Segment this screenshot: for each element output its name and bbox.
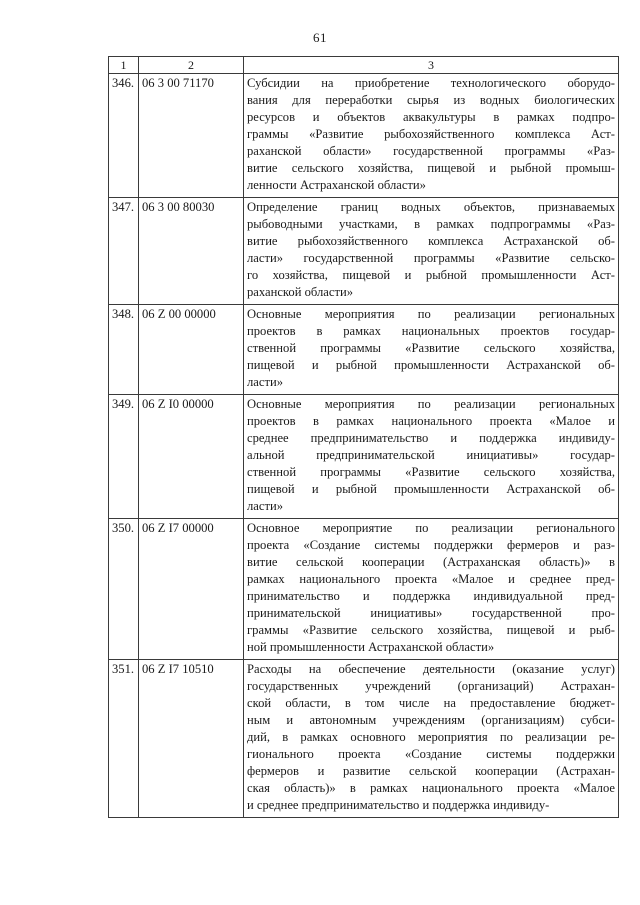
row-number: 350. [109, 519, 139, 660]
budget-code: 06 Z I7 00000 [139, 519, 244, 660]
description-line: ресурсов и объектов аквакультуры в рамках подпро- [247, 110, 615, 124]
description-line: Определение границ водных объектов, признаваемых [247, 200, 615, 214]
column-header-number: 1 [109, 57, 139, 74]
description-line: граммы «Развитие сельского хозяйства, пищевой и рыб- [247, 623, 615, 637]
description-line: ласти» [247, 499, 284, 513]
budget-code: 06 Z 00 00000 [139, 305, 244, 395]
budget-classification-table [108, 56, 619, 818]
description-line: пищевой и рыбной промышленности Астраханской об- [247, 482, 615, 496]
table-row [109, 198, 619, 305]
description-line: вания для переработки сырья из водных биологических [247, 93, 615, 107]
description-line: принимательство и поддержка индивидуальной пред- [247, 589, 615, 603]
table-row [109, 519, 619, 660]
description-line: государственных учреждений (организаций) Астрахан- [247, 679, 615, 693]
description-line: граммы «Развитие рыбохозяйственного комплекса Аст- [247, 127, 615, 141]
description-line: гионального проекта «Создание системы поддержки [247, 747, 615, 761]
row-number: 351. [109, 660, 139, 818]
row-number: 346. [109, 74, 139, 198]
description-line: Основные мероприятия по реализации региональных [247, 397, 615, 411]
page-number: 61 [313, 30, 327, 45]
expense-description [244, 660, 619, 818]
description-line: дий, в рамках основного мероприятия по реализации ре- [247, 730, 615, 744]
description-line: ленности Астраханской области» [247, 178, 426, 192]
description-line: ласти» [247, 375, 284, 389]
description-line: ственной программы «Развитие сельского хозяйства, [247, 465, 615, 479]
expense-description [244, 198, 619, 305]
description-line: витие сельского хозяйства, пищевой и рыбной промыш- [247, 161, 615, 175]
description-line: среднее предпринимательство и поддержка индивиду- [247, 431, 615, 445]
description-line: Основное мероприятие по реализации регионального [247, 521, 615, 535]
table-row [109, 395, 619, 519]
budget-code: 06 3 00 71170 [139, 74, 244, 198]
budget-code: 06 3 00 80030 [139, 198, 244, 305]
description-line: раханской области» [247, 285, 353, 299]
row-number: 348. [109, 305, 139, 395]
description-line: Расходы на обеспечение деятельности (оказание услуг) [247, 662, 615, 676]
description-line: ной промышленности Астраханской области» [247, 640, 495, 654]
budget-code: 06 Z I0 00000 [139, 395, 244, 519]
description-line: принимательской инициативы» государственной про- [247, 606, 615, 620]
description-line: рыбоводными участками, в рамках подпрограммы «Раз- [247, 217, 615, 231]
description-line: и среднее предпринимательство и поддержка индивиду- [247, 798, 550, 812]
description-line: альной предпринимательской инициативы» государ- [247, 448, 615, 462]
row-number: 349. [109, 395, 139, 519]
expense-description [244, 519, 619, 660]
table-row [109, 660, 619, 818]
column-header-code: 2 [139, 57, 244, 74]
expense-description [244, 74, 619, 198]
description-line: витие рыбохозяйственного комплекса Астраханской об- [247, 234, 615, 248]
description-line: ственной программы «Развитие сельского хозяйства, [247, 341, 615, 355]
description-line: проектов в рамках национальных проектов государ- [247, 324, 615, 338]
description-line: Основные мероприятия по реализации региональных [247, 307, 615, 321]
expense-description [244, 305, 619, 395]
description-line: проекта «Создание системы поддержки фермеров и раз- [247, 538, 615, 552]
budget-code: 06 Z I7 10510 [139, 660, 244, 818]
description-line: фермеров и развитие сельской кооперации (Астрахан- [247, 764, 615, 778]
description-line: ласти» государственной программы «Развитие сельско- [247, 251, 615, 265]
description-line: го хозяйства, пищевой и рыбной промышленности Аст- [247, 268, 615, 282]
description-line: Субсидии на приобретение технологического оборудо- [247, 76, 615, 90]
description-line: рамках национального проекта «Малое и среднее пред- [247, 572, 615, 586]
table-header-row [109, 57, 619, 74]
table-row [109, 305, 619, 395]
description-line: витие сельской кооперации (Астраханская область)» в [247, 555, 615, 569]
description-line: раханской области» государственной программы «Раз- [247, 144, 615, 158]
table-row [109, 74, 619, 198]
description-line: ным и автономным учреждениям (организациям) субси- [247, 713, 615, 727]
expense-description [244, 395, 619, 519]
description-line: проектов в рамках национального проекта «Малое и [247, 414, 615, 428]
description-line: ская область)» в рамках национального проекта «Малое [247, 781, 615, 795]
description-line: пищевой и рыбной промышленности Астраханской об- [247, 358, 615, 372]
column-header-description: 3 [244, 57, 619, 74]
description-line: ской области, в том числе на предоставление бюджет- [247, 696, 615, 710]
row-number: 347. [109, 198, 139, 305]
